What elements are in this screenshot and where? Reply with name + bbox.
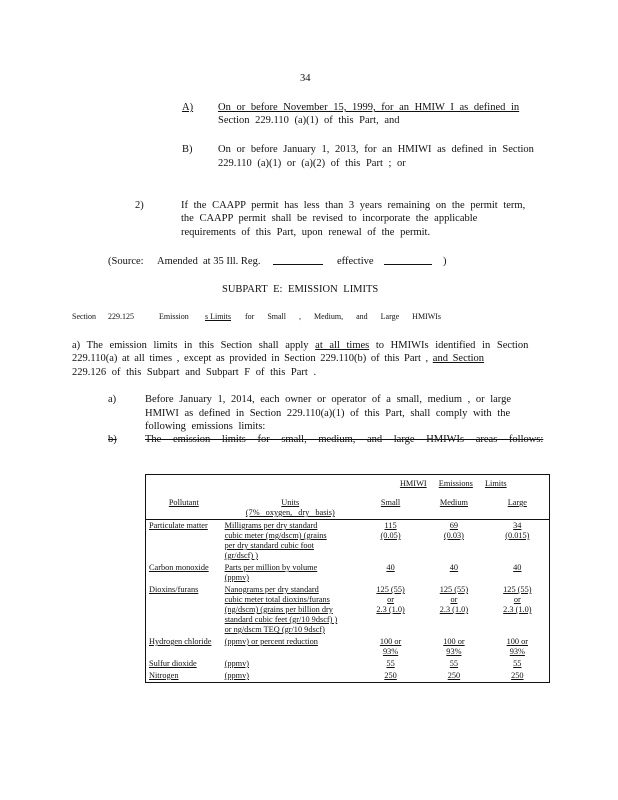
cell-large-line: 55 bbox=[513, 659, 522, 668]
item-a-line2: Section 229.110 (a)(1) of this Part, and bbox=[218, 115, 400, 126]
cell-units-line: (ppmv) or percent reduction bbox=[224, 637, 318, 646]
sub-b-marker: b) bbox=[108, 434, 117, 445]
item-a-marker: A) bbox=[182, 102, 194, 113]
table-row bbox=[146, 562, 550, 584]
cell-small-line: 100 or bbox=[379, 637, 402, 646]
item-a-line1: On or before November 15, 1999, for an HMIW I as defined in bbox=[218, 102, 520, 113]
table-row bbox=[146, 670, 550, 683]
cell-small-line: 93% bbox=[382, 647, 399, 656]
para-a-line1 bbox=[72, 339, 528, 352]
group-header-limits: Limits bbox=[484, 479, 507, 488]
cell-units bbox=[222, 584, 359, 636]
cell-medium-line: 93% bbox=[446, 647, 462, 656]
para-a-lead: a) The emission limits in this Section shall apply bbox=[72, 340, 309, 351]
item-b-marker: B) bbox=[182, 144, 193, 155]
source-amended: Amended bbox=[157, 256, 198, 267]
cell-small bbox=[359, 584, 422, 636]
sub-b-text: The emission limits for small, medium, and large HMIWIs areas follows: bbox=[145, 434, 544, 445]
source-effective-blank bbox=[384, 255, 432, 265]
para-a-rest1: to HMIWIs identified in Section bbox=[375, 340, 529, 351]
cell-large bbox=[486, 636, 550, 658]
cell-pollutant bbox=[146, 670, 222, 683]
source-reg-blank bbox=[273, 255, 323, 265]
cell-units-line: standard cubic feet (gr/10 9dscf) ) bbox=[224, 615, 338, 624]
cell-medium bbox=[422, 584, 485, 636]
cell-units-line: Nanograms per dry standard bbox=[224, 585, 319, 594]
cell-small bbox=[359, 636, 422, 658]
cell-large-line: 2.3 (1.0) bbox=[503, 605, 532, 614]
table-row bbox=[146, 658, 550, 670]
cell-large bbox=[486, 658, 550, 670]
cell-units-line: (ppmv) bbox=[224, 573, 250, 582]
cell-large-line: 40 bbox=[513, 563, 522, 572]
cell-units-line: (ppmv) bbox=[224, 671, 250, 680]
emission-limits-table bbox=[145, 474, 550, 683]
cell-medium bbox=[422, 636, 485, 658]
col-header-units-sub: (7% oxygen, dry basis) bbox=[245, 508, 335, 517]
cell-large bbox=[486, 670, 550, 683]
cell-small bbox=[359, 562, 422, 584]
cell-medium-line: 2.3 (1.0) bbox=[439, 605, 469, 614]
cell-units-line: cubic meter (mg/dscm) (grains bbox=[224, 531, 327, 540]
cell-pollutant bbox=[146, 562, 222, 584]
cell-pollutant-line: Carbon monoxide bbox=[149, 563, 209, 572]
cell-medium bbox=[422, 520, 485, 563]
group-header-emissions: Emissions bbox=[438, 479, 473, 488]
sub-a-line3: following emissions limits: bbox=[145, 421, 266, 432]
section-title-limits: s Limits bbox=[205, 312, 232, 321]
table-column-header-row bbox=[146, 497, 550, 520]
col-header-medium: Medium bbox=[439, 498, 468, 507]
cell-medium-line: 55 bbox=[449, 659, 459, 668]
cell-pollutant-line: Particulate matter bbox=[149, 521, 208, 530]
cell-large bbox=[486, 562, 550, 584]
cell-units-line: Milligrams per dry standard bbox=[224, 521, 318, 530]
cell-units-line: Parts per million by volume bbox=[224, 563, 318, 572]
cell-large-line: 34 bbox=[513, 521, 522, 530]
col-header-units: Units bbox=[281, 498, 300, 507]
col-header-small: Small bbox=[380, 498, 401, 507]
cell-medium-line: (0.03) bbox=[443, 531, 464, 540]
cell-medium-line: 100 or bbox=[443, 637, 465, 646]
col-header-pollutant: Pollutant bbox=[168, 498, 199, 507]
para-a-at-all-times: at all times bbox=[315, 340, 370, 351]
cell-units-line: or ng/dscm TEQ (gr/10 9dscf) bbox=[224, 625, 325, 634]
table-row bbox=[146, 584, 550, 636]
item-2-marker: 2) bbox=[135, 200, 144, 211]
cell-large bbox=[486, 584, 550, 636]
cell-pollutant-line: Nitrogen bbox=[149, 671, 179, 680]
source-open: (Source: bbox=[108, 256, 144, 267]
cell-medium-line: 125 (55) bbox=[439, 585, 469, 594]
cell-units bbox=[222, 562, 359, 584]
cell-units-line: (ng/dscm) (grains per billion dry bbox=[224, 605, 333, 614]
cell-units-line: (ppmv) bbox=[224, 659, 250, 668]
cell-medium bbox=[422, 562, 485, 584]
cell-small-line: (0.05) bbox=[380, 531, 401, 540]
cell-medium-line: 69 bbox=[449, 521, 459, 530]
cell-medium bbox=[422, 658, 485, 670]
cell-small-line: 250 bbox=[384, 671, 397, 680]
sub-a-line1: Before January 1, 2014, each owner or operator of a small, medium , or large bbox=[145, 394, 512, 405]
col-header-large: Large bbox=[507, 498, 527, 507]
table-row bbox=[146, 636, 550, 658]
section-title-rest: for Small , Medium, and Large HMIWIs bbox=[245, 312, 442, 321]
cell-medium-line: 250 bbox=[447, 671, 461, 680]
para-a-line2-start: 229.110(a) at all times , except as provided in Section 229.110(b) of this Part , bbox=[72, 353, 429, 364]
sub-a-marker: a) bbox=[108, 394, 117, 405]
subpart-heading: SUBPART E: EMISSION LIMITS bbox=[222, 284, 379, 295]
item-2-line1: If the CAAPP permit has less than 3 years remaining on the permit term, bbox=[181, 200, 526, 211]
cell-pollutant bbox=[146, 658, 222, 670]
cell-units-line: cubic meter total dioxins/furans bbox=[224, 595, 330, 604]
cell-units bbox=[222, 670, 359, 683]
cell-pollutant-line: Hydrogen chloride bbox=[149, 637, 212, 646]
group-header-hmiwi: HMIWI bbox=[399, 479, 427, 488]
cell-units-line: per dry standard cubic foot bbox=[224, 541, 314, 550]
cell-small bbox=[359, 520, 422, 563]
para-a-and-section: and Section bbox=[432, 353, 485, 364]
cell-large-line: 100 or bbox=[506, 637, 529, 646]
item-2-line2: the CAAPP permit shall be revised to incorporate the applicable bbox=[181, 213, 478, 224]
cell-pollutant-line: Sulfur dioxide bbox=[149, 659, 197, 668]
cell-medium-line: 40 bbox=[449, 563, 459, 572]
table-row bbox=[146, 520, 550, 563]
cell-pollutant bbox=[146, 584, 222, 636]
table-body bbox=[146, 520, 550, 683]
item-2-line3: requirements of this Part, upon renewal of the permit. bbox=[181, 227, 431, 238]
cell-units bbox=[222, 658, 359, 670]
cell-small-line: or bbox=[387, 595, 395, 604]
cell-small bbox=[359, 658, 422, 670]
cell-small-line: 40 bbox=[386, 563, 395, 572]
cell-medium-line: or bbox=[450, 595, 458, 604]
source-effective: effective bbox=[337, 256, 374, 267]
cell-large-line: 125 (55) bbox=[503, 585, 532, 594]
section-number: Section 229.125 bbox=[72, 312, 134, 321]
cell-pollutant-line: Dioxins/furans bbox=[149, 585, 199, 594]
para-a-line3: 229.126 of this Subpart and Subpart F of this Part . bbox=[72, 367, 317, 378]
cell-medium bbox=[422, 670, 485, 683]
cell-large-line: 93% bbox=[509, 647, 525, 656]
cell-units-line: (gr/dscf) ) bbox=[224, 551, 258, 560]
source-close: ) bbox=[443, 256, 447, 267]
sub-a-line2: HMIWI as defined in Section 229.110(a)(1) of this Part, shall comply with the bbox=[145, 408, 511, 419]
cell-small-line: 115 bbox=[384, 521, 397, 530]
cell-units bbox=[222, 520, 359, 563]
page-number: 34 bbox=[300, 73, 311, 84]
source-reg: at 35 Ill. Reg. bbox=[203, 256, 261, 267]
cell-pollutant bbox=[146, 520, 222, 563]
section-title-emission: Emission bbox=[159, 312, 189, 321]
cell-small-line: 2.3 (1.0) bbox=[376, 605, 405, 614]
cell-large-line: 250 bbox=[511, 671, 524, 680]
cell-large bbox=[486, 520, 550, 563]
cell-small-line: 125 (55) bbox=[376, 585, 405, 594]
cell-large-line: or bbox=[513, 595, 521, 604]
cell-pollutant bbox=[146, 636, 222, 658]
cell-large-line: (0.015) bbox=[505, 531, 530, 540]
item-b-line1: On or before January 1, 2013, for an HMIWI as defined in Section bbox=[218, 144, 534, 155]
cell-small-line: 55 bbox=[386, 659, 395, 668]
table-group-header-row bbox=[146, 475, 550, 498]
para-a-line2 bbox=[72, 352, 484, 365]
cell-units bbox=[222, 636, 359, 658]
item-b-line2: 229.110 (a)(1) or (a)(2) of this Part ; or bbox=[218, 158, 406, 169]
cell-small bbox=[359, 670, 422, 683]
